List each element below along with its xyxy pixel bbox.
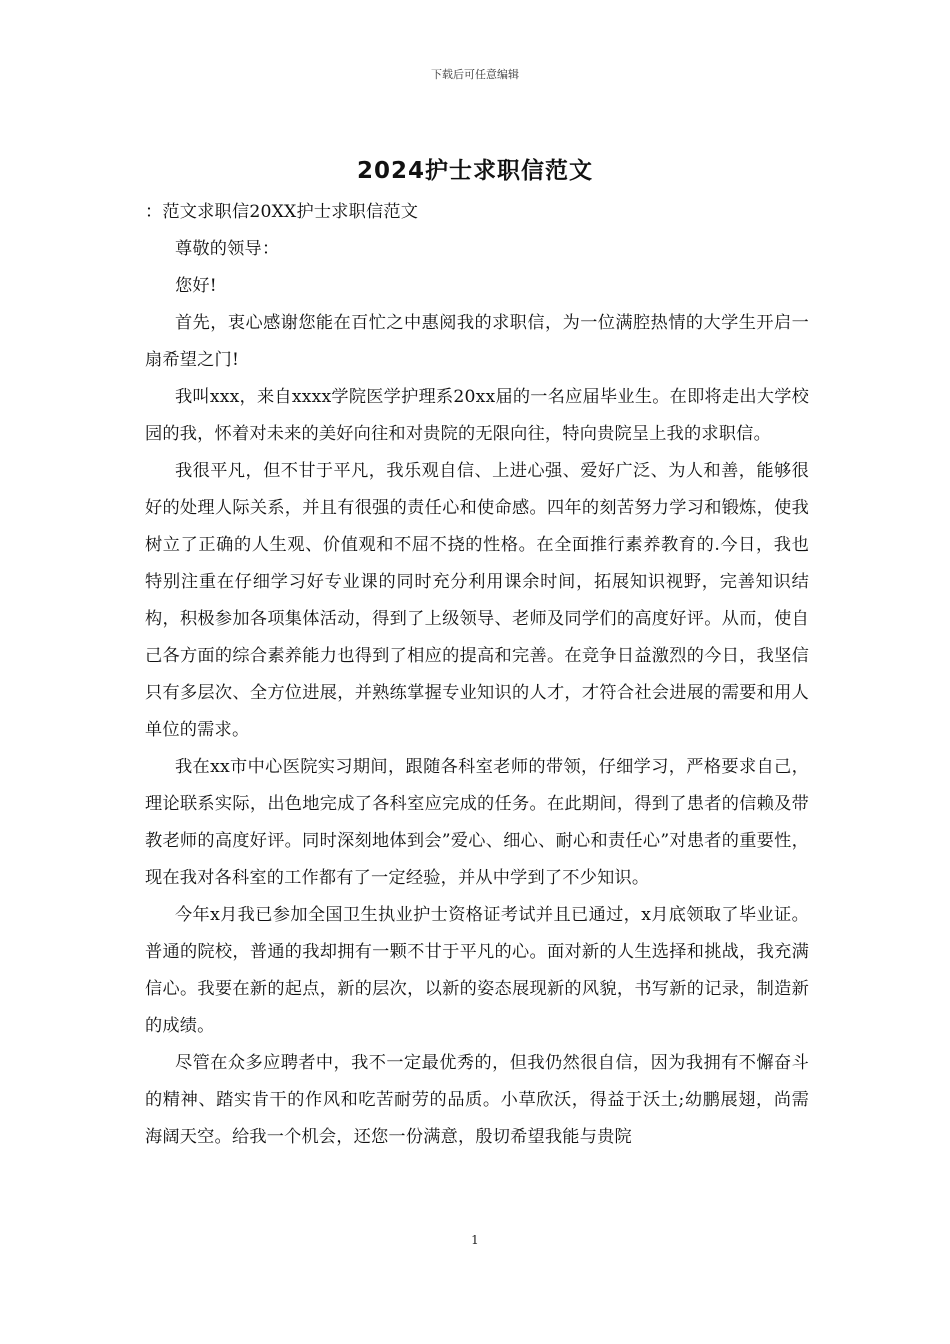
header-note: 下载后可任意编辑 <box>431 68 519 81</box>
paragraph: 今年x月我已参加全国卫生执业护士资格证考试并且已通过，x月底领取了毕业证。普通的院校，普通的我却拥有一颗不甘于平凡的心。面对新的人生选择和挑战，我充满信心。我要在新的起点，新的层次，以新的姿态展现新的风貌，书写新的记录，制造新的成绩。 <box>145 905 809 1036</box>
paragraph: 尽管在众多应聘者中，我不一定最优秀的，但我仍然很自信，因为我拥有不懈奋斗的精神、踏实肯干的作风和吃苦耐劳的品质。小草欣沃，得益于沃土;幼鹏展翅，尚需海阔天空。给我一个机会，还您一份满意，殷切希望我能与贵院 <box>145 1053 809 1147</box>
paragraph: 我在xx市中心医院实习期间，跟随各科室老师的带领，仔细学习，严格要求自己，理论联系实际，出色地完成了各科室应完成的任务。在此期间，得到了患者的信赖及带教老师的高度好评。同时深刻地体到会”爱心、细心、耐心和责任心”对患者的重要性，现在我对各科室的工作都有了一定经验，并从中学到了不少知识。 <box>145 757 809 888</box>
document-body <box>145 194 809 1156</box>
paragraph: 我很平凡，但不甘于平凡，我乐观自信、上进心强、爱好广泛、为人和善，能够很好的处理人际关系，并且有很强的责任心和使命感。四年的刻苦努力学习和锻炼，使我树立了正确的人生观、价值观和不屈不挠的性格。在全面推行素养教育的.今日，我也特别注重在仔细学习好专业课的同时充分利用课余时间，拓展知识视野，完善知识结构，积极参加各项集体活动，得到了上级领导、老师及同学们的高度好评。从而，使自己各方面的综合素养能力也得到了相应的提高和完善。在竞争日益激烈的今日，我坚信只有多层次、全方位进展，并熟练掌握专业知识的人才，才符合社会进展的需要和用人单位的需求。 <box>145 461 809 740</box>
paragraph: 您好! <box>175 276 217 296</box>
paragraph: 我叫xxx，来自xxxx学院医学护理系20xx届的一名应届毕业生。在即将走出大学校园的我，怀着对未来的美好向往和对贵院的无限向往，特向贵院呈上我的求职信。 <box>145 387 809 444</box>
paragraph: ：范文求职信20XX护士求职信范文 <box>145 202 419 222</box>
paragraph: 首先，衷心感谢您能在百忙之中惠阅我的求职信，为一位满腔热情的大学生开启一扇希望之门! <box>145 313 809 370</box>
page-number: 1 <box>471 1233 479 1247</box>
paragraph: 尊敬的领导： <box>175 239 280 259</box>
document-title: 2024护士求职信范文 <box>356 158 593 184</box>
